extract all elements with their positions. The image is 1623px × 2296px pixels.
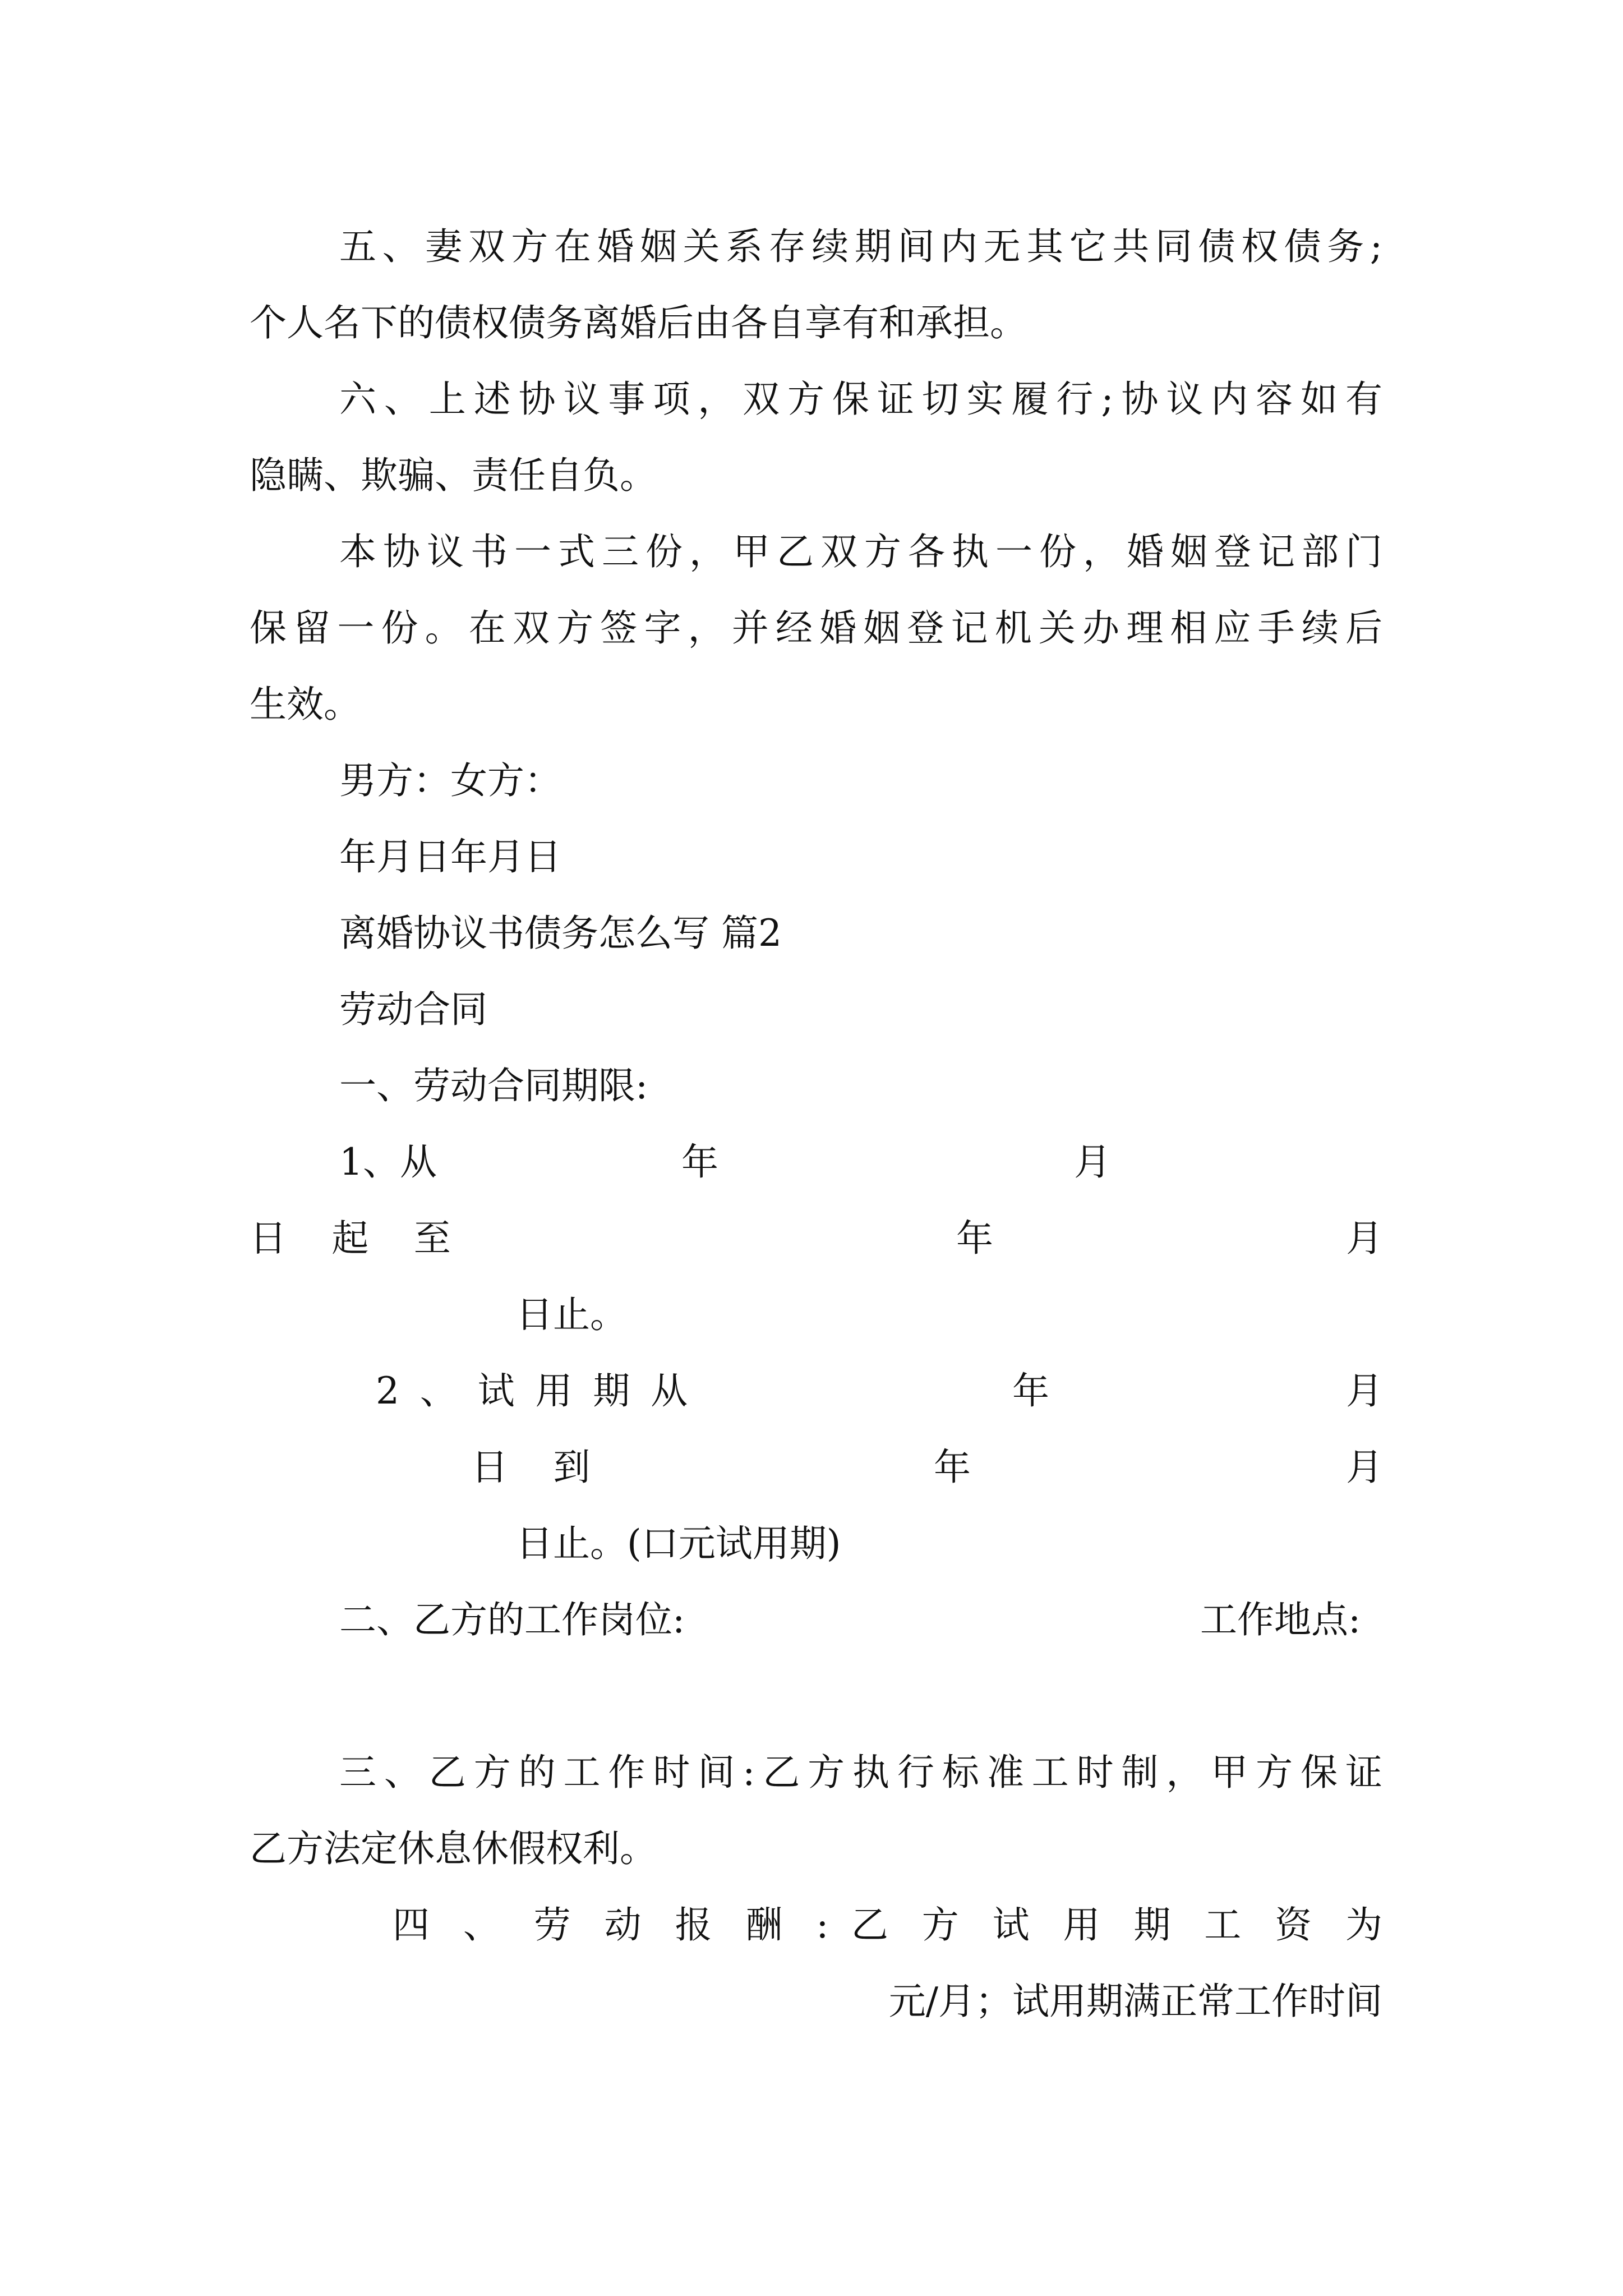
section-title: 离婚协议书债务怎么写 篇2 <box>339 912 782 955</box>
paragraph-seven-line-2: 保留一份。在双方签字，并经婚姻登记机关办理相应手续后 <box>250 606 1382 650</box>
pay-line-1: 四 、 劳 动 报 酬 : 乙 方 试 用 期 工 资 为 <box>393 1903 1382 1947</box>
term1-month: 月 <box>1074 1140 1111 1184</box>
term1-month-end: 月 <box>1346 1217 1383 1260</box>
paragraph-six-line-2: 隐瞒、欺骗、责任自负。 <box>250 454 657 497</box>
term2-to: 日 到 <box>471 1446 607 1489</box>
term2-year-end: 年 <box>934 1446 971 1489</box>
paragraph-seven-line-3: 生效。 <box>250 683 361 726</box>
position-label: 二、乙方的工作岗位: <box>339 1598 685 1641</box>
term2-year: 年 <box>1012 1369 1049 1412</box>
location-label: 工作地点: <box>1200 1598 1361 1641</box>
hours-line-2: 乙方法定休息休假权利。 <box>250 1827 657 1870</box>
paragraph-seven-line-1: 本协议书一式三份，甲乙双方各执一份，婚姻登记部门 <box>339 530 1382 573</box>
signature-parties: 男方：女方： <box>339 759 561 802</box>
term2-prefix: 2 、 试 用 期 从 <box>376 1369 693 1412</box>
paragraph-five-line-1: 五、妻双方在婚姻关系存续期间内无其它共同债权债务; <box>339 225 1382 268</box>
contract-title: 劳动合同 <box>339 988 487 1031</box>
term1-prefix: 1、从 <box>339 1140 437 1184</box>
term1-year-end: 年 <box>956 1217 993 1260</box>
hours-line-1: 三、乙方的工作时间:乙方执行标准工时制，甲方保证 <box>339 1751 1382 1794</box>
paragraph-six-line-1: 六、上述协议事项，双方保证切实履行;协议内容如有 <box>339 378 1382 421</box>
paragraph-five-line-2: 个人名下的债权债务离婚后由各自享有和承担。 <box>250 301 1027 344</box>
term-heading: 一、劳动合同期限: <box>339 1064 648 1107</box>
term1-year: 年 <box>681 1140 718 1184</box>
term2-month: 月 <box>1346 1369 1383 1412</box>
pay-line-2: 元/月；试用期满正常工作时间 <box>888 1980 1382 2023</box>
signature-dates: 年月日年月日 <box>339 835 561 878</box>
term2-end: 日止。(口元试用期) <box>516 1522 841 1565</box>
term1-from-to: 日 起 至 <box>250 1217 468 1260</box>
term2-month-end: 月 <box>1346 1446 1383 1489</box>
term1-end: 日止。 <box>516 1293 627 1336</box>
